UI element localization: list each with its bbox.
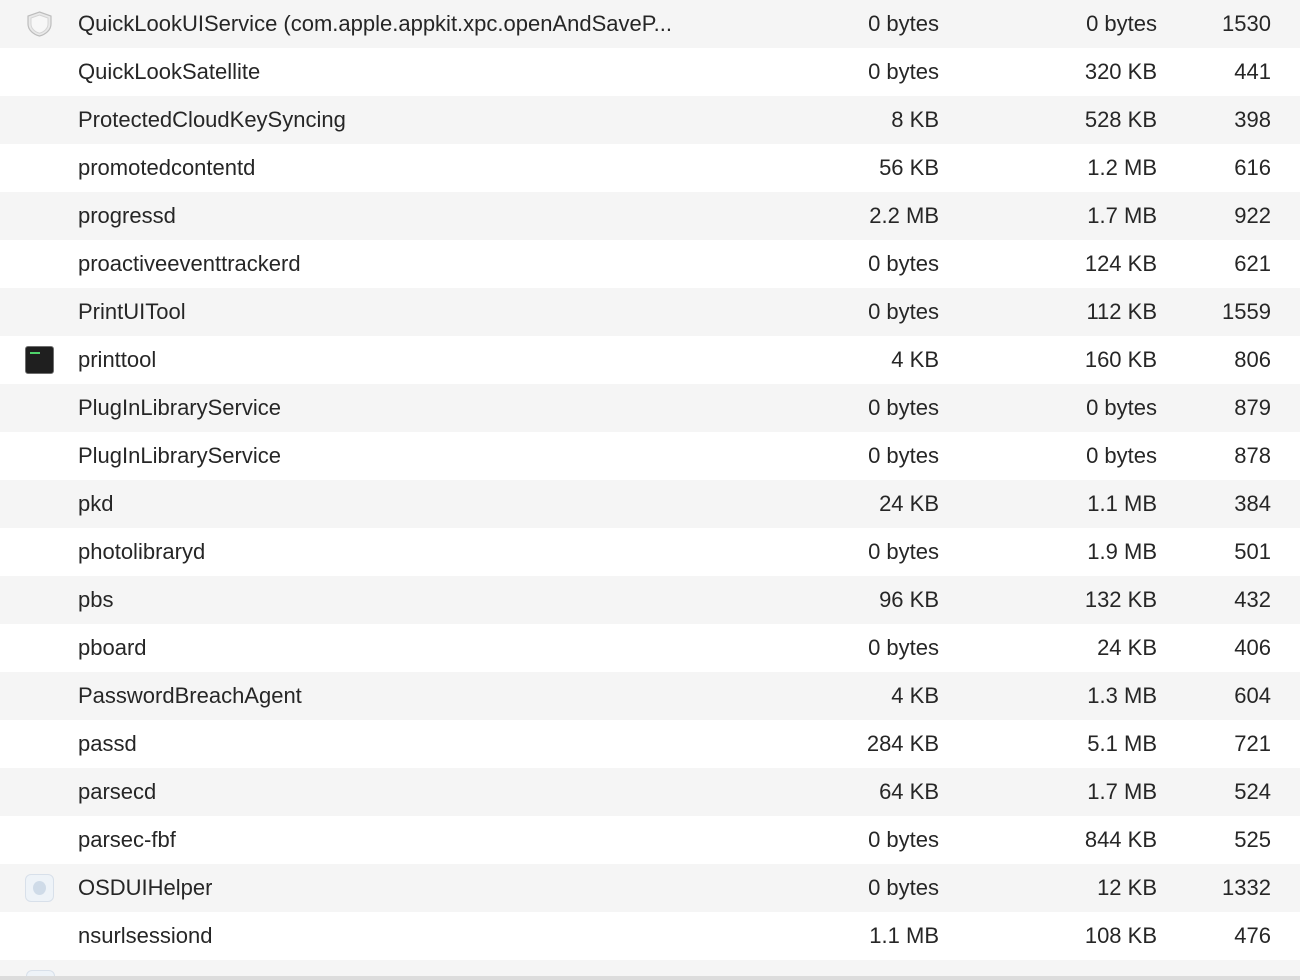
table-row[interactable]: [0, 528, 1300, 576]
osd-helper-icon: [25, 874, 54, 902]
pid-cell: 879: [1234, 395, 1271, 420]
table-row[interactable]: [0, 432, 1300, 480]
process-name: printtool: [78, 347, 157, 372]
value-cell-b: 5.1 MB: [1087, 731, 1157, 756]
pid-cell: 525: [1234, 827, 1271, 852]
value-cell-b: 24 KB: [1097, 635, 1157, 660]
shield-icon: [25, 10, 54, 38]
value-cell-a: 0 bytes: [868, 395, 939, 420]
table-row[interactable]: [0, 912, 1300, 960]
value-cell-b: 108 KB: [1084, 923, 1157, 948]
value-cell-a: 0 bytes: [868, 539, 939, 564]
pid-cell: 616: [1234, 155, 1271, 180]
process-name: photolibraryd: [78, 539, 206, 564]
table-row[interactable]: [0, 96, 1300, 144]
pid-cell: 432: [1234, 587, 1271, 612]
pid-cell: 922: [1234, 203, 1271, 228]
table-row[interactable]: [0, 48, 1300, 96]
value-cell-b: 1.3 MB: [1087, 683, 1157, 708]
pid-cell: 384: [1234, 491, 1271, 516]
pid-cell: 406: [1234, 635, 1271, 660]
table-row[interactable]: [0, 672, 1300, 720]
table-row[interactable]: [0, 864, 1300, 912]
process-name: QuickLookSatellite: [78, 59, 261, 84]
pid-cell: 476: [1234, 923, 1271, 948]
pid-cell: 1332: [1222, 875, 1271, 900]
process-name: PlugInLibraryService: [78, 443, 281, 468]
value-cell-a: 1.1 MB: [869, 923, 939, 948]
table-row-partial[interactable]: [0, 960, 1300, 980]
process-name: nsurlsessiond: [78, 923, 213, 948]
pid-cell: 806: [1234, 347, 1271, 372]
pid-cell: 524: [1234, 779, 1271, 804]
table-row[interactable]: [0, 384, 1300, 432]
pid-cell: 721: [1234, 731, 1271, 756]
process-name: OSDUIHelper: [78, 875, 213, 900]
value-cell-a: 0 bytes: [868, 827, 939, 852]
table-row[interactable]: [0, 192, 1300, 240]
value-cell-b: 1.7 MB: [1087, 203, 1157, 228]
process-name: PrintUITool: [78, 299, 186, 324]
table-row[interactable]: [0, 240, 1300, 288]
value-cell-b: 844 KB: [1084, 827, 1157, 852]
process-name: progressd: [78, 203, 176, 228]
table-row[interactable]: [0, 0, 1300, 48]
value-cell-b: 1.1 MB: [1087, 491, 1157, 516]
process-name: pbs: [78, 587, 114, 612]
process-name: PlugInLibraryService: [78, 395, 281, 420]
value-cell-b: 124 KB: [1084, 251, 1157, 276]
table-row[interactable]: [0, 720, 1300, 768]
pid-cell: 878: [1234, 443, 1271, 468]
value-cell-a: 8 KB: [891, 107, 939, 132]
value-cell-b: 160 KB: [1084, 347, 1157, 372]
value-cell-b: 1.2 MB: [1087, 155, 1157, 180]
value-cell-b: 0 bytes: [1086, 395, 1157, 420]
value-cell-a: 0 bytes: [868, 251, 939, 276]
process-name: pkd: [78, 491, 114, 516]
value-cell-b: 132 KB: [1084, 587, 1157, 612]
value-cell-a: 64 KB: [879, 779, 939, 804]
process-name: ProtectedCloudKeySyncing: [78, 107, 346, 132]
value-cell-b: 320 KB: [1084, 59, 1157, 84]
process-name: passd: [78, 731, 137, 756]
table-row[interactable]: [0, 576, 1300, 624]
pid-cell: 621: [1234, 251, 1271, 276]
value-cell-b: 1.7 MB: [1087, 779, 1157, 804]
table-row[interactable]: [0, 816, 1300, 864]
terminal-icon: [25, 346, 54, 374]
value-cell-b: 0 bytes: [1086, 443, 1157, 468]
value-cell-a: 0 bytes: [868, 59, 939, 84]
value-cell-b: 0 bytes: [1086, 11, 1157, 36]
value-cell-b: 112 KB: [1086, 299, 1157, 324]
value-cell-b: 528 KB: [1084, 107, 1157, 132]
table-row[interactable]: [0, 336, 1300, 384]
process-name: parsecd: [78, 779, 157, 804]
value-cell-a: 284 KB: [866, 731, 939, 756]
process-name: pboard: [78, 635, 147, 660]
table-row[interactable]: [0, 480, 1300, 528]
process-name: parsec-fbf: [78, 827, 176, 852]
value-cell-a: 24 KB: [879, 491, 939, 516]
process-name: promotedcontentd: [78, 155, 256, 180]
value-cell-a: 0 bytes: [868, 299, 939, 324]
table-row[interactable]: [0, 624, 1300, 672]
pid-cell: 441: [1234, 59, 1271, 84]
table-row[interactable]: [0, 144, 1300, 192]
process-name: PasswordBreachAgent: [78, 683, 302, 708]
value-cell-a: 0 bytes: [868, 11, 939, 36]
value-cell-a: 4 KB: [891, 347, 939, 372]
value-cell-a: 0 bytes: [868, 443, 939, 468]
value-cell-a: 0 bytes: [868, 875, 939, 900]
process-name: proactiveeventtrackerd: [78, 251, 301, 276]
value-cell-a: 2.2 MB: [869, 203, 939, 228]
process-name: QuickLookUIService (com.apple.appkit.xpc.openAndSaveP...: [78, 11, 672, 36]
value-cell-a: 0 bytes: [868, 635, 939, 660]
pid-cell: 398: [1234, 107, 1271, 132]
value-cell-a: 56 KB: [879, 155, 939, 180]
value-cell-b: 12 KB: [1097, 875, 1157, 900]
pid-cell: 501: [1234, 539, 1271, 564]
pid-cell: 1530: [1222, 11, 1271, 36]
value-cell-b: 1.9 MB: [1087, 539, 1157, 564]
pid-cell: 1559: [1222, 299, 1271, 324]
value-cell-a: 96 KB: [879, 587, 939, 612]
window-bottom-edge: [0, 976, 1300, 980]
value-cell-a: 4 KB: [891, 683, 939, 708]
pid-cell: 604: [1234, 683, 1271, 708]
table-row[interactable]: [0, 768, 1300, 816]
table-row[interactable]: [0, 288, 1300, 336]
